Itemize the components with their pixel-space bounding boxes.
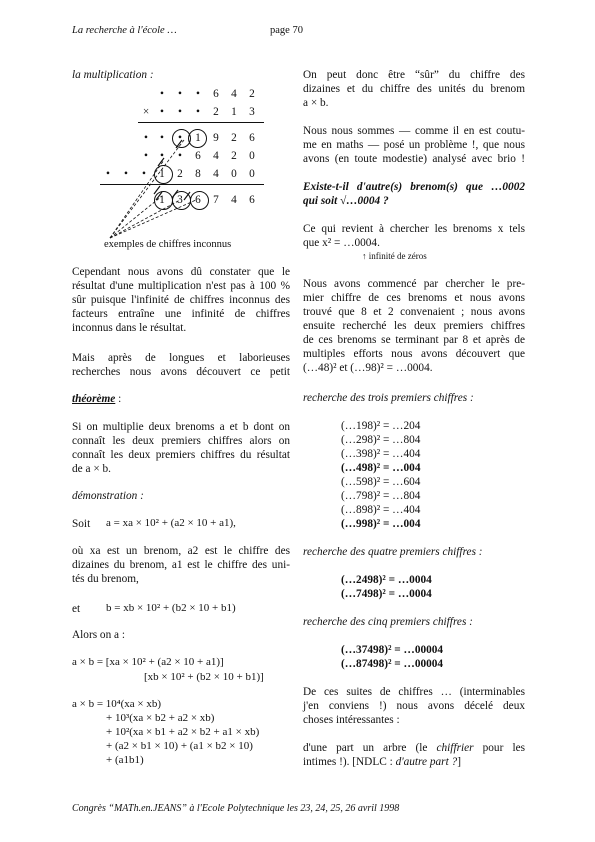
mult-digit: • (178, 88, 182, 100)
list-item: (…2498)² = …0004 (341, 574, 432, 586)
mult-digit: • (160, 150, 164, 162)
right-paragraph-4: Nous avons commencé par chercher le pre- mier chiffre de ces brenoms et nous avons trouvé que 8 et 2 convenaient ; nous avons ensuite recherché les deux premiers chiffres de ces brenoms se terminant par 8 et après de multiples efforts nous avons découvert que (…48)² et (…98)² = …0004. (303, 278, 525, 374)
mult-digit: • (178, 132, 182, 144)
mult-digit: 0 (249, 150, 255, 162)
label-three-digits: recherche des trois premiers chiffres : (303, 392, 474, 404)
mult-digit: 7 (213, 194, 219, 206)
expansion-line: + 10²(xa × b1 + a2 × b2 + a1 × xb) (106, 726, 260, 738)
section-label: la multiplication : (72, 69, 154, 81)
list-item: (…37498)² = …00004 (341, 644, 444, 656)
mult-digit: 9 (213, 132, 219, 144)
list-five-digits (341, 643, 491, 671)
theorem-text: Si on multiplie deux brenoms a et b dont on connaît les deux premiers chiffres alors on connaît les deux premiers chiffres du résultat de a × b. (72, 421, 290, 475)
list-item: (…498)² = …004 (341, 462, 421, 474)
left-paragraph-1: Cependant nous avons dû constater que le résultat d'une multiplication n'est pas à 100 % sûr puisque l'infinité de chiffres inconnus des facteurs entraîne une infinité de chiffres inconnus dans le résultat. (72, 266, 290, 334)
zeros-annotation: ↑ infinité de zéros (362, 251, 427, 261)
list-item: (…798)² = …804 (341, 490, 421, 502)
mult-digit: 6 (213, 88, 219, 100)
mult-digit: 6 (249, 132, 255, 144)
mult-digit: 6 (195, 150, 201, 162)
mult-digit: 2 (231, 150, 237, 162)
mult-digit: 4 (213, 168, 219, 180)
list-item: (…298)² = …804 (341, 434, 421, 446)
expansion-line: + 10³(xa × b2 + a2 × xb) (106, 712, 215, 724)
mult-digit: 4 (231, 88, 237, 100)
mult-digit: 0 (249, 168, 255, 180)
list-item: (…398)² = …404 (341, 448, 421, 460)
left-paragraph-2: Mais après de longues et laborieuses recherches nous avons découvert ce petit (72, 352, 290, 378)
list-three-digits (341, 419, 491, 531)
label-four-digits: recherche des quatre premiers chiffres : (303, 546, 483, 558)
mult-digit: • (160, 132, 164, 144)
mult-digit: • (178, 150, 182, 162)
mult-digit: 2 (177, 168, 183, 180)
mult-digit: 6 (249, 194, 255, 206)
mult-digit: • (160, 88, 164, 100)
mult-digit: 2 (249, 88, 255, 100)
mult-digit: • (160, 106, 164, 118)
unknown-digit-arrows (100, 130, 220, 240)
where-text: où xa est un brenom, a2 est le chiffre des dizaines du brenom, a1 est le chiffre des uni- tés du brenom, (72, 545, 290, 585)
list-item: (…198)² = …204 (341, 420, 421, 432)
mult-digit: • (196, 88, 200, 100)
right-paragraph-1: On peut donc être “sûr” du chiffre des dizaines et du chiffre des unités du brenom a × b. (303, 69, 525, 109)
list-item: (…87498)² = …00004 (341, 658, 444, 670)
expansion-line: + (a2 × b1 × 10) + (a1 × b2 × 10) (106, 740, 253, 752)
mult-digit: × (142, 106, 150, 118)
mult-digit: 8 (195, 168, 201, 180)
mult-digit: 3 (177, 194, 183, 206)
mult-digit: • (142, 168, 146, 180)
footer: Congrès “MATh.en.JEANS” à l'Ecole Polytechnique les 23, 24, 25, 26 avril 1998 (72, 803, 400, 814)
mult-digit: 1 (231, 106, 237, 118)
right-paragraph-3: Ce qui revient à chercher les brenoms x tels que x² = …0004. (303, 223, 525, 249)
expansion-line: + (a1b1) (106, 754, 144, 766)
right-paragraph-2: Nous nous sommes — comme il en est coutu- me en maths — posé un problème !, que nous avons (en toute modestie) analysé avec brio ! (303, 125, 525, 165)
right-paragraph-5: De ces suites de chiffres … (interminables j'en conviens !) nous avons décelé deux choses intéressantes : (303, 686, 525, 726)
alors-text: Alors on a : (72, 629, 126, 641)
list-four-digits (341, 573, 491, 601)
mult-rule (138, 122, 264, 123)
mult-digit: • (144, 132, 148, 144)
list-item: (…598)² = …604 (341, 476, 421, 488)
soit-label: Soit (72, 518, 91, 530)
figure-caption: exemples de chiffres inconnus (104, 239, 232, 250)
et-label: et (72, 603, 81, 615)
right-paragraph-6: d'une part un arbre (le chiffrier pour les intimes !). [NDLC : d'autre part ?] (303, 742, 525, 768)
demonstration-label: démonstration : (72, 490, 144, 502)
list-item: (…998)² = …004 (341, 518, 421, 530)
mult-digit: 2 (231, 132, 237, 144)
mult-digit: • (178, 106, 182, 118)
mult-digit: • (196, 106, 200, 118)
mult-digit: 4 (231, 194, 237, 206)
question-heading: Existe-t-il d'autre(s) brenom(s) que …0002 qui soit √…0004 ? (303, 181, 525, 207)
product-line-1: a × b = [xa × 10² + (a2 × 10 + a1)] (72, 656, 224, 668)
mult-digit: 1 (195, 132, 201, 144)
mult-digit: • (124, 168, 128, 180)
mult-digit: 1 (159, 194, 165, 206)
mult-digit: 4 (213, 150, 219, 162)
mult-digit: 0 (231, 168, 237, 180)
list-item: (…7498)² = …0004 (341, 588, 432, 600)
mult-digit: 3 (249, 106, 255, 118)
list-item: (…898)² = …404 (341, 504, 421, 516)
equation-b: b = xb × 10² + (b2 × 10 + b1) (106, 602, 236, 614)
mult-digit: 6 (195, 194, 201, 206)
product-line-2: [xb × 10² + (b2 × 10 + b1)] (144, 671, 264, 683)
label-five-digits: recherche des cinq premiers chiffres : (303, 616, 473, 628)
mult-digit: • (144, 150, 148, 162)
mult-digit: 1 (159, 168, 165, 180)
mult-digit: 2 (213, 106, 219, 118)
expansion-line: a × b = 10⁴(xa × xb) (72, 698, 162, 710)
page-number: page 70 (270, 25, 303, 36)
running-title: La recherche à l'école … (72, 25, 177, 36)
equation-a: a = xa × 10² + (a2 × 10 + a1), (106, 517, 236, 529)
mult-digit: • (106, 168, 110, 180)
theorem-heading: théorème : (72, 393, 122, 405)
